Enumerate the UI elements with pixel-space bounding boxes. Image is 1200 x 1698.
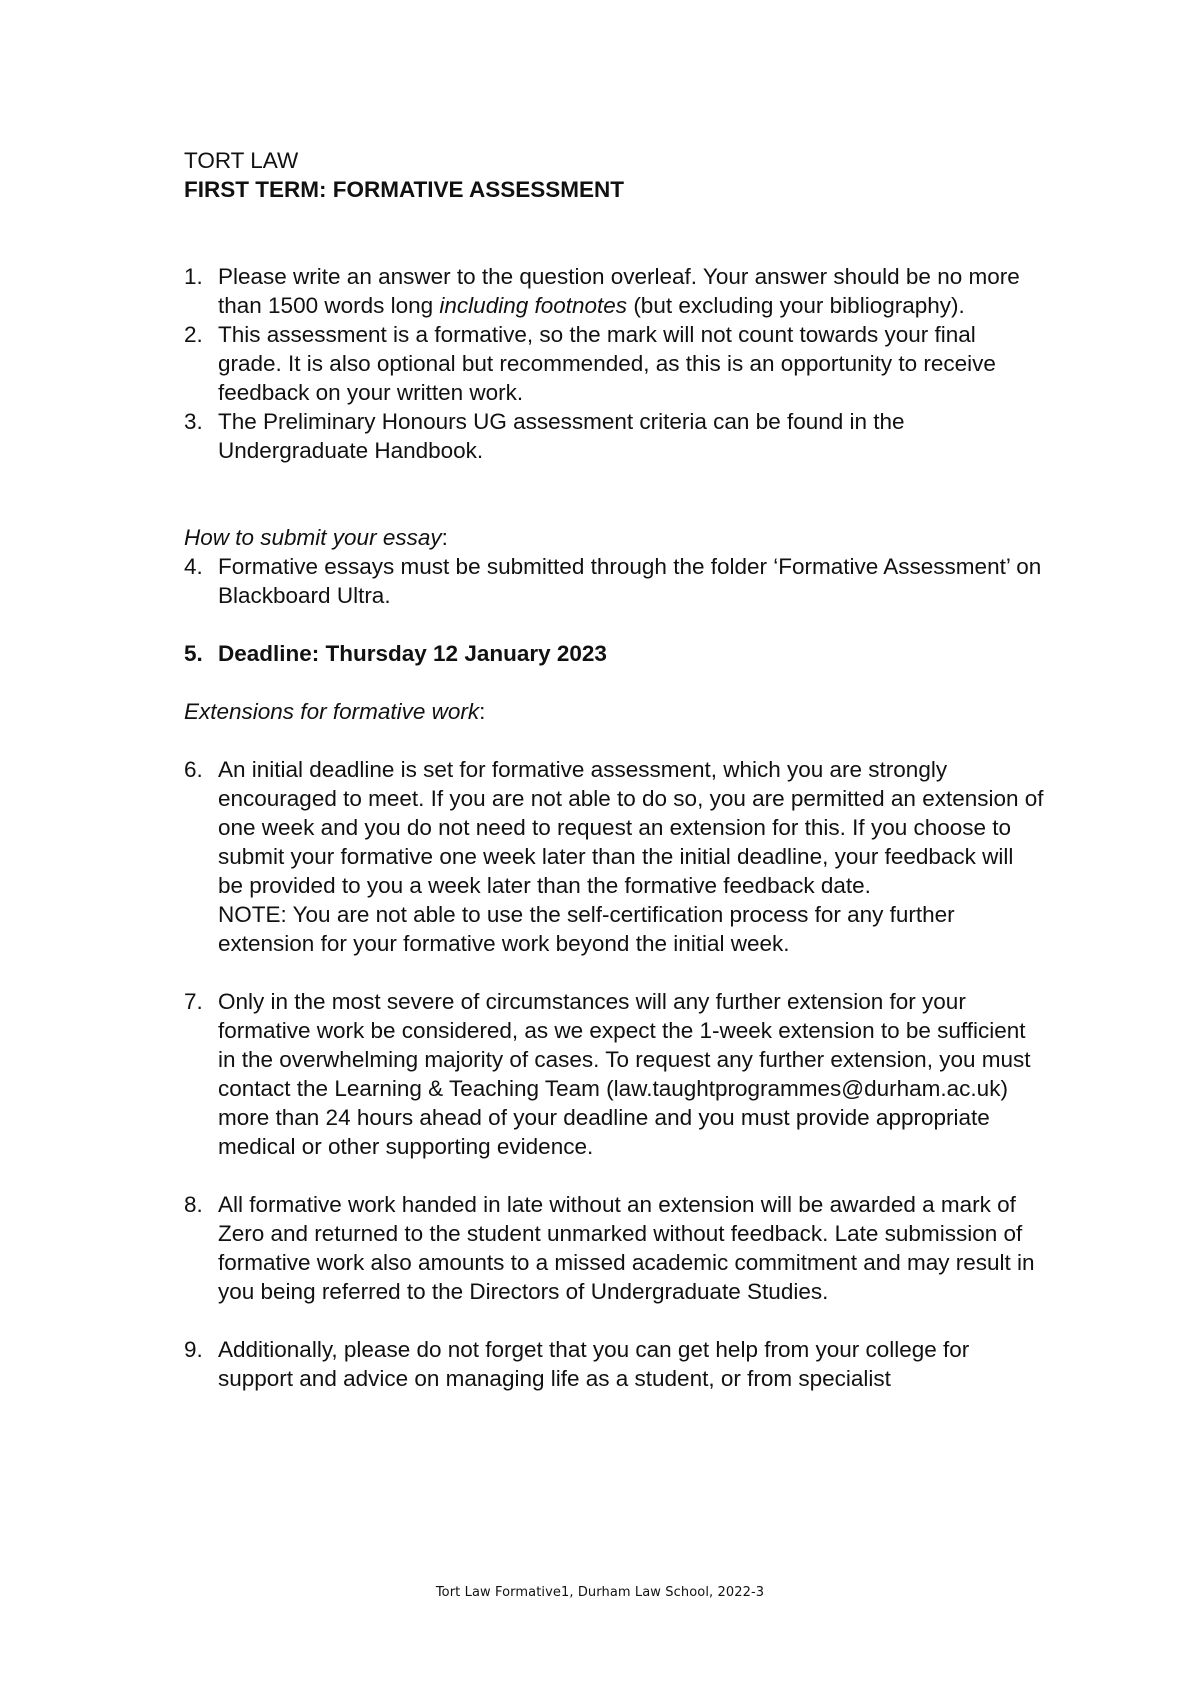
document-body (184, 146, 1044, 1393)
instruction-item-4 (184, 552, 1044, 610)
submission-heading: How to submit your essay: (184, 525, 448, 550)
instruction-item-6 (184, 755, 1044, 958)
item-text: An initial deadline is set for formative assessment, which you are strongly encouraged to meet. If you are not able to do so, you are permitted an extension of one week and you do not need to request an extension for this. If you choose to submit your formative one week later than the initial deadline, your feedback will be provided to you a week later than the formative feedback date. (218, 757, 1044, 898)
item-number: 6. (184, 757, 203, 782)
item-number: 8. (184, 1192, 203, 1217)
item-text: Formative essays must be submitted through the folder ‘Formative Assessment’ on Blackboard Ultra. (218, 554, 1042, 608)
instruction-item-7 (184, 987, 1044, 1161)
item-number: 1. (184, 264, 203, 289)
instruction-item-3 (184, 407, 1044, 465)
assessment-title: FIRST TERM: FORMATIVE ASSESSMENT (184, 177, 625, 202)
emphasis-including-footnotes: including footnotes (439, 293, 628, 318)
item-text: Please write an answer to the question overleaf. Your answer should be no more than 1500 words long including footnotes (but excluding your bibliography). (218, 264, 1020, 318)
instruction-item-1 (184, 262, 1044, 320)
item-number: 3. (184, 409, 203, 434)
page-footer: Tort Law Formative1, Durham Law School, 2022-3 (435, 1585, 765, 1600)
item-text: All formative work handed in late without an extension will be awarded a mark of Zero and returned to the student unmarked without feedback. Late submission of formative work also amounts to a missed academic commitment and may result in you being referred to the Directors of Undergraduate Studies. (218, 1192, 1035, 1304)
instruction-item-8 (184, 1190, 1044, 1306)
item-number: 7. (184, 989, 203, 1014)
extensions-heading: Extensions for formative work: (184, 699, 486, 724)
item-number: 5. (184, 641, 203, 666)
item-number: 9. (184, 1337, 203, 1362)
item-text: This assessment is a formative, so the mark will not count towards your final grade. It is also optional but recommended, as this is an opportunity to receive feedback on your written work. (218, 322, 996, 405)
item-text: Only in the most severe of circumstances will any further extension for your formative work be considered, as we expect the 1-week extension to be sufficient in the overwhelming majority of cases. To request any further extension, you must contact the Learning & Teaching Team (law.taughtprogrammes@durham.ac.uk) more than 24 hours ahead of your deadline and you must provide appropriate medical or other supporting evidence. (218, 989, 1031, 1159)
item-number: 4. (184, 554, 203, 579)
instruction-item-9 (184, 1335, 1044, 1393)
instruction-item-2 (184, 320, 1044, 407)
item-text: Additionally, please do not forget that you can get help from your college for support and advice on managing life as a student, or from specialist (218, 1337, 970, 1391)
deadline-item (184, 639, 1044, 668)
item-number: 2. (184, 322, 203, 347)
item-note: NOTE: You are not able to use the self-certification process for any further extension for your formative work beyond the initial week. (218, 902, 955, 956)
deadline-text: Deadline: Thursday 12 January 2023 (218, 641, 607, 666)
course-title: TORT LAW (184, 148, 299, 173)
item-text: The Preliminary Honours UG assessment criteria can be found in the Undergraduate Handbook. (218, 409, 905, 463)
